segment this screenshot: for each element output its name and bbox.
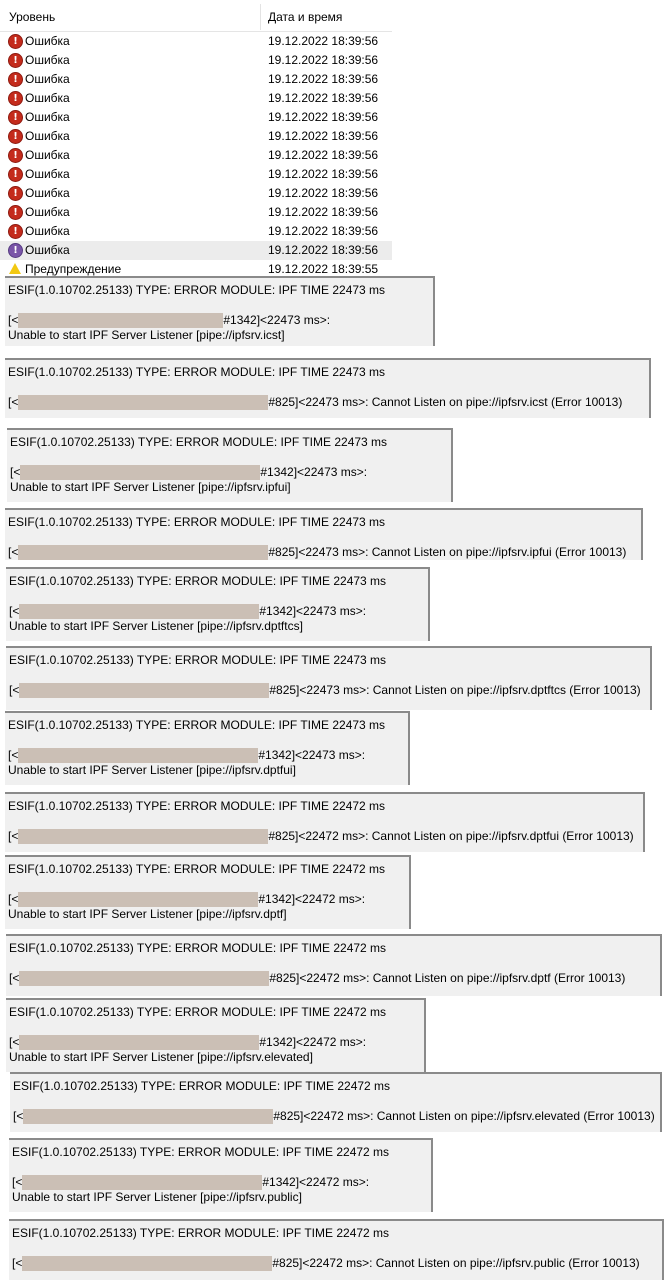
message-detail: Unable to start IPF Server Listener [pipe://ipfsrv.dptftcs] xyxy=(9,619,303,633)
redacted-block xyxy=(20,465,260,480)
message-header: ESIF(1.0.10702.25133) TYPE: ERROR MODULE: IPF TIME 22472 ms xyxy=(8,862,386,876)
redacted-block xyxy=(19,683,269,698)
event-level: Ошибка xyxy=(25,224,70,238)
message-line xyxy=(8,829,634,844)
column-header-datetime[interactable]: Дата и время xyxy=(268,10,343,24)
event-row[interactable] xyxy=(0,127,392,146)
message-detail: Unable to start IPF Server Listener [pipe://ipfsrv.public] xyxy=(12,1190,302,1204)
message-detail: Unable to start IPF Server Listener [pipe://ipfsrv.ipfui] xyxy=(10,480,291,494)
message-header: ESIF(1.0.10702.25133) TYPE: ERROR MODULE: IPF TIME 22472 ms xyxy=(9,941,387,955)
message-panel xyxy=(6,567,430,641)
message-prefix: [< xyxy=(13,1109,24,1123)
warning-icon xyxy=(9,263,21,274)
message-detail: Unable to start IPF Server Listener [pipe://ipfsrv.dptf] xyxy=(8,907,287,921)
message-suffix: #1342]<22472 ms>: xyxy=(262,1175,370,1189)
event-level: Ошибка xyxy=(25,91,70,105)
redacted-block xyxy=(18,748,258,763)
event-datetime: 19.12.2022 18:39:56 xyxy=(268,205,379,219)
event-level: Ошибка xyxy=(25,167,70,181)
message-header: ESIF(1.0.10702.25133) TYPE: ERROR MODULE: IPF TIME 22473 ms xyxy=(8,515,386,529)
error-icon: ! xyxy=(8,34,23,49)
event-datetime: 19.12.2022 18:39:56 xyxy=(268,148,379,162)
message-panel xyxy=(6,998,426,1072)
message-prefix: [< xyxy=(9,604,20,618)
event-rows xyxy=(0,32,392,260)
event-level: Ошибка xyxy=(25,72,70,86)
message-header: ESIF(1.0.10702.25133) TYPE: ERROR MODULE: IPF TIME 22472 ms xyxy=(13,1079,391,1093)
error-icon: ! xyxy=(8,205,23,220)
error-icon: ! xyxy=(8,72,23,87)
message-prefix: [< xyxy=(8,395,19,409)
event-datetime: 19.12.2022 18:39:56 xyxy=(268,224,379,238)
message-line xyxy=(8,395,622,410)
message-panel xyxy=(9,1138,433,1212)
event-level: Ошибка xyxy=(25,34,70,48)
redacted-block xyxy=(18,395,268,410)
message-line xyxy=(13,1109,655,1124)
message-detail: Unable to start IPF Server Listener [pipe://ipfsrv.dptfui] xyxy=(8,763,296,777)
event-row[interactable] xyxy=(0,222,392,241)
message-panel xyxy=(5,711,410,785)
message-line xyxy=(8,748,365,763)
event-level: Ошибка xyxy=(25,53,70,67)
message-panel xyxy=(9,1219,664,1280)
message-header: ESIF(1.0.10702.25133) TYPE: ERROR MODULE: IPF TIME 22473 ms xyxy=(8,283,386,297)
message-panel xyxy=(6,934,662,996)
redacted-block xyxy=(23,1109,273,1124)
event-datetime: 19.12.2022 18:39:56 xyxy=(268,186,379,200)
redacted-block xyxy=(19,604,259,619)
event-level: Ошибка xyxy=(25,110,70,124)
event-datetime: 19.12.2022 18:39:56 xyxy=(268,110,379,124)
redacted-block xyxy=(19,971,269,986)
message-header: ESIF(1.0.10702.25133) TYPE: ERROR MODULE: IPF TIME 22473 ms xyxy=(9,574,387,588)
message-detail: Unable to start IPF Server Listener [pipe://ipfsrv.icst] xyxy=(8,328,285,342)
message-prefix: [< xyxy=(12,1256,23,1270)
message-prefix: [< xyxy=(9,971,20,985)
redacted-block xyxy=(18,545,268,560)
error-icon: ! xyxy=(8,148,23,163)
message-line xyxy=(9,1035,366,1050)
message-prefix: [< xyxy=(9,683,20,697)
message-panel xyxy=(5,855,411,929)
event-row[interactable] xyxy=(0,70,392,89)
column-separator[interactable] xyxy=(260,4,261,30)
message-suffix: #1342]<22473 ms>: xyxy=(259,604,367,618)
column-header-level[interactable]: Уровень xyxy=(9,10,56,24)
event-row[interactable] xyxy=(0,146,392,165)
message-line xyxy=(12,1175,369,1190)
message-header: ESIF(1.0.10702.25133) TYPE: ERROR MODULE: IPF TIME 22473 ms xyxy=(8,365,386,379)
message-suffix: #1342]<22472 ms>: xyxy=(258,892,366,906)
message-line xyxy=(9,683,641,698)
message-header: ESIF(1.0.10702.25133) TYPE: ERROR MODULE: IPF TIME 22473 ms xyxy=(10,435,388,449)
message-prefix: [< xyxy=(8,892,19,906)
event-datetime: 19.12.2022 18:39:56 xyxy=(268,34,379,48)
event-datetime: 19.12.2022 18:39:56 xyxy=(268,91,379,105)
message-line xyxy=(8,545,626,560)
message-suffix: #825]<22473 ms>: Cannot Listen on pipe://ipfsrv.ipfui (Error 10013) xyxy=(268,545,627,559)
event-row[interactable] xyxy=(0,241,392,260)
message-prefix: [< xyxy=(8,829,19,843)
message-line xyxy=(8,313,330,328)
message-suffix: #825]<22472 ms>: Cannot Listen on pipe://ipfsrv.public (Error 10013) xyxy=(272,1256,640,1270)
event-row[interactable] xyxy=(0,89,392,108)
error-icon: ! xyxy=(8,186,23,201)
message-header: ESIF(1.0.10702.25133) TYPE: ERROR MODULE: IPF TIME 22472 ms xyxy=(9,1005,387,1019)
message-panel xyxy=(10,1072,662,1132)
message-prefix: [< xyxy=(9,1035,20,1049)
error-icon: ! xyxy=(8,243,23,258)
event-row[interactable] xyxy=(0,108,392,127)
message-line xyxy=(8,892,365,907)
error-icon: ! xyxy=(8,91,23,106)
message-panel xyxy=(5,358,651,418)
message-panel xyxy=(5,276,435,346)
event-level: Ошибка xyxy=(25,243,70,257)
redacted-block xyxy=(18,829,268,844)
event-datetime: 19.12.2022 18:39:56 xyxy=(268,243,379,257)
message-suffix: #1342]<22472 ms>: xyxy=(259,1035,367,1049)
event-row[interactable] xyxy=(0,203,392,222)
event-row[interactable] xyxy=(0,184,392,203)
error-icon: ! xyxy=(8,167,23,182)
error-icon: ! xyxy=(8,224,23,239)
message-panel xyxy=(7,428,453,502)
error-icon: ! xyxy=(8,53,23,68)
message-header: ESIF(1.0.10702.25133) TYPE: ERROR MODULE: IPF TIME 22472 ms xyxy=(8,799,386,813)
event-level: Предупреждение xyxy=(25,262,122,276)
message-suffix: #825]<22472 ms>: Cannot Listen on pipe://ipfsrv.elevated (Error 10013) xyxy=(273,1109,655,1123)
message-panel xyxy=(5,792,645,852)
message-prefix: [< xyxy=(8,313,19,327)
event-list-header xyxy=(0,0,392,32)
message-header: ESIF(1.0.10702.25133) TYPE: ERROR MODULE: IPF TIME 22472 ms xyxy=(12,1145,390,1159)
message-suffix: #825]<22472 ms>: Cannot Listen on pipe://ipfsrv.dptf (Error 10013) xyxy=(269,971,626,985)
message-header: ESIF(1.0.10702.25133) TYPE: ERROR MODULE: IPF TIME 22473 ms xyxy=(8,718,386,732)
event-datetime: 19.12.2022 18:39:56 xyxy=(268,53,379,67)
event-row-partial[interactable] xyxy=(0,260,392,276)
message-suffix: #1342]<22473 ms>: xyxy=(223,313,331,327)
redacted-block xyxy=(18,313,223,328)
message-suffix: #825]<22473 ms>: Cannot Listen on pipe://ipfsrv.icst (Error 10013) xyxy=(268,395,623,409)
event-datetime: 19.12.2022 18:39:56 xyxy=(268,72,379,86)
event-level: Ошибка xyxy=(25,129,70,143)
message-line xyxy=(9,971,625,986)
message-detail: Unable to start IPF Server Listener [pipe://ipfsrv.elevated] xyxy=(9,1050,313,1064)
message-panel xyxy=(6,646,652,710)
event-datetime: 19.12.2022 18:39:55 xyxy=(268,262,379,276)
redacted-block xyxy=(22,1175,262,1190)
message-prefix: [< xyxy=(8,545,19,559)
message-header: ESIF(1.0.10702.25133) TYPE: ERROR MODULE: IPF TIME 22472 ms xyxy=(12,1226,390,1240)
message-suffix: #1342]<22473 ms>: xyxy=(258,748,366,762)
error-icon: ! xyxy=(8,129,23,144)
message-line xyxy=(9,604,366,619)
message-line xyxy=(10,465,367,480)
event-datetime: 19.12.2022 18:39:56 xyxy=(268,167,379,181)
message-panel xyxy=(5,508,643,560)
event-row[interactable] xyxy=(0,165,392,184)
event-row[interactable] xyxy=(0,51,392,70)
event-list xyxy=(0,0,392,276)
redacted-block xyxy=(19,1035,259,1050)
message-prefix: [< xyxy=(8,748,19,762)
message-prefix: [< xyxy=(12,1175,23,1189)
event-datetime: 19.12.2022 18:39:56 xyxy=(268,129,379,143)
message-line xyxy=(12,1256,640,1271)
event-level: Ошибка xyxy=(25,205,70,219)
event-level: Ошибка xyxy=(25,186,70,200)
message-suffix: #825]<22473 ms>: Cannot Listen on pipe://ipfsrv.dptftcs (Error 10013) xyxy=(269,683,641,697)
message-prefix: [< xyxy=(10,465,21,479)
redacted-block xyxy=(18,892,258,907)
event-row[interactable] xyxy=(0,32,392,51)
redacted-block xyxy=(22,1256,272,1271)
message-suffix: #1342]<22473 ms>: xyxy=(260,465,368,479)
error-icon: ! xyxy=(8,110,23,125)
event-level: Ошибка xyxy=(25,148,70,162)
message-header: ESIF(1.0.10702.25133) TYPE: ERROR MODULE: IPF TIME 22473 ms xyxy=(9,653,387,667)
message-suffix: #825]<22472 ms>: Cannot Listen on pipe://ipfsrv.dptfui (Error 10013) xyxy=(268,829,634,843)
